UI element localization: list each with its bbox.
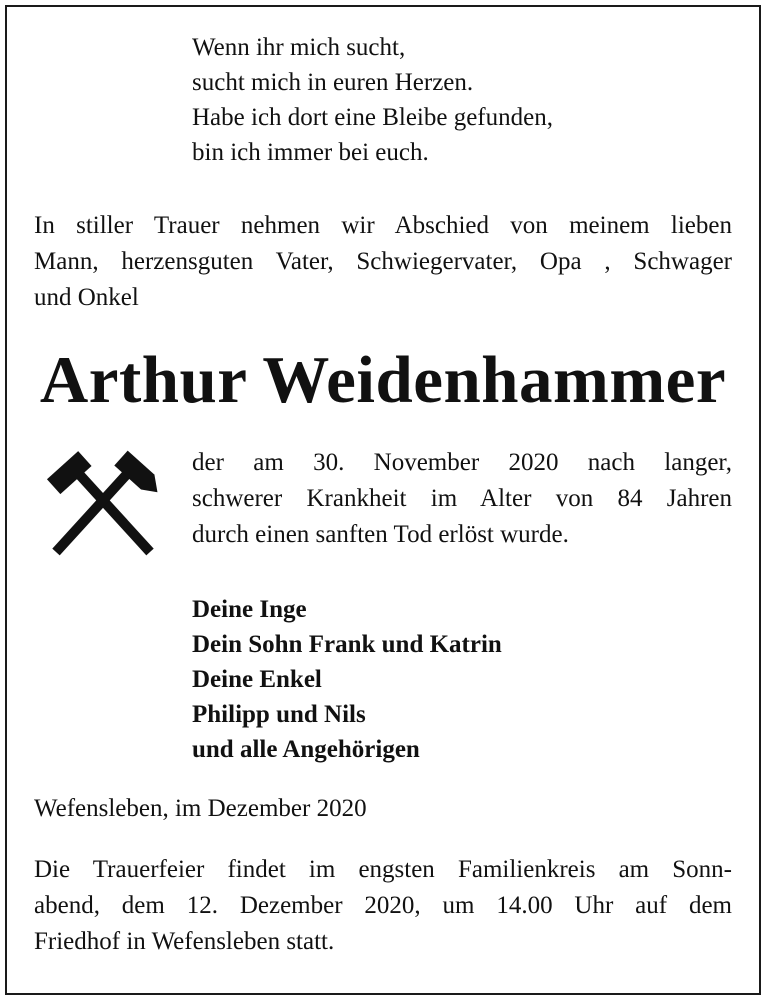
mourner-line: Philipp und Nils xyxy=(192,701,366,728)
funeral-line: abend, dem 12. Dezember 2020, um 14.00 Uhr auf dem xyxy=(34,892,732,919)
funeral-line: Die Trauerfeier findet im engsten Familienkreis am Sonn- xyxy=(34,856,732,883)
death-notice-line: schwerer Krankheit im Alter von 84 Jahren xyxy=(192,485,732,512)
intro-text xyxy=(34,208,732,316)
mourners-list xyxy=(192,592,502,767)
funeral-line: Friedhof in Wefensleben statt. xyxy=(34,928,335,955)
poem-line: bin ich immer bei euch. xyxy=(192,139,429,166)
poem xyxy=(192,30,553,170)
death-notice-line: durch einen sanften Tod erlöst wurde. xyxy=(192,521,569,548)
crossed-hammers-icon xyxy=(40,448,168,560)
funeral-notice xyxy=(34,852,732,960)
mourner-line: Deine Inge xyxy=(192,596,307,623)
intro-line: In stiller Trauer nehmen wir Abschied von meinem lieben xyxy=(34,212,732,239)
intro-line: und Onkel xyxy=(34,284,139,311)
mourner-line: Deine Enkel xyxy=(192,666,322,693)
mourner-line: und alle Angehörigen xyxy=(192,736,420,763)
mourner-line: Dein Sohn Frank und Katrin xyxy=(192,631,502,658)
death-notice xyxy=(192,445,732,553)
place-date: Wefensleben, im Dezember 2020 xyxy=(34,795,367,822)
intro-line: Mann, herzensguten Vater, Schwiegervater, Opa , Schwager xyxy=(34,248,732,275)
poem-line: Habe ich dort eine Bleibe gefunden, xyxy=(192,104,553,131)
poem-line: sucht mich in euren Herzen. xyxy=(192,69,474,96)
death-notice-line: der am 30. November 2020 nach langer, xyxy=(192,449,732,476)
deceased-name: Arthur Weidenhammer xyxy=(39,343,727,417)
poem-line: Wenn ihr mich sucht, xyxy=(192,34,406,61)
